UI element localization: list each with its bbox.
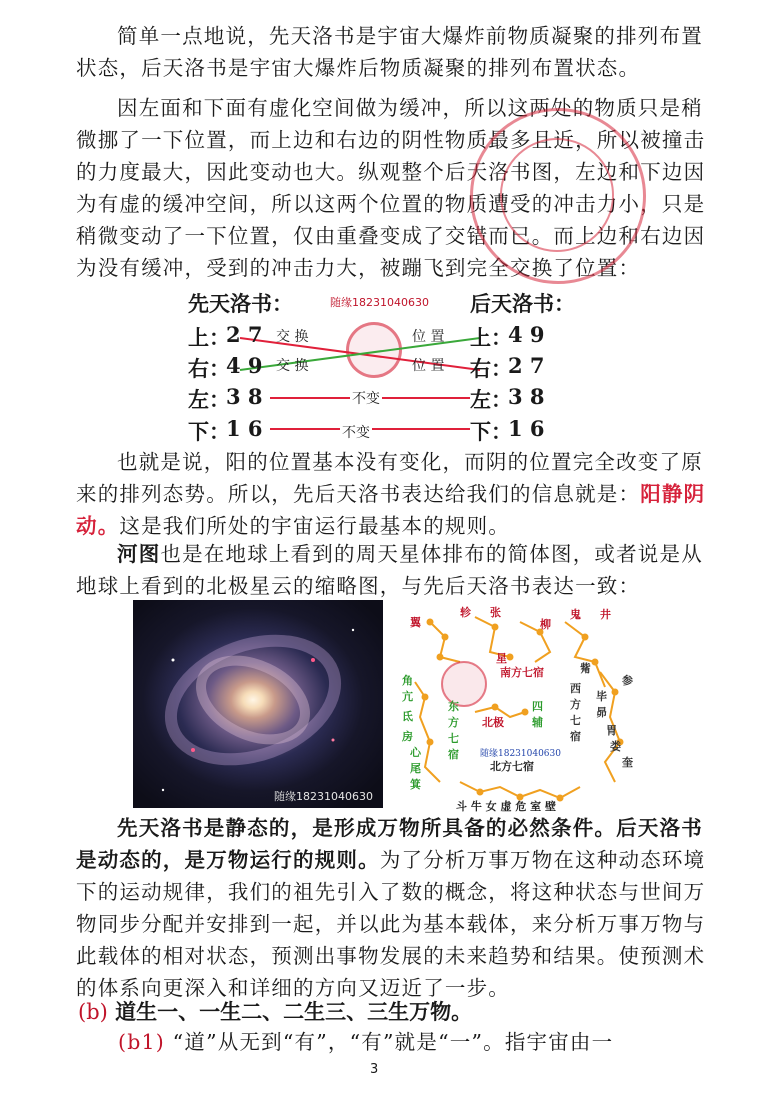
mansion-label: 毕 [596,690,607,703]
row-mid: 不变 [350,388,382,408]
south-label: 南方七宿 [500,666,544,679]
row-dir-right: 下： [470,419,512,444]
mansion-label: 心 [410,746,421,759]
row-right-value: 4 9 [508,322,545,347]
mansion-label: 井 [600,608,611,621]
west-label: 西方七宿 [570,682,581,743]
image-watermark: 随缘18231040630 [274,790,373,803]
text-line: 为没有缓冲，受到的冲击力大，被蹦飞到完全交换了位置： [76,256,641,280]
mansion-label: 柳 [540,618,551,631]
row-dir-right: 上： [470,325,512,350]
text-line [76,478,706,510]
text-line: 下的运动规律，我们的祖先引入了数的概念，将这种状态与世间万 [76,880,706,904]
row-dir: 左： [188,387,230,412]
section-heading-text: 道生一、一生二、二生三、三生万物。 [107,999,473,1024]
row-mid: 不变 [340,422,372,442]
text-line-bold: 先天洛书是静态的，是形成万物所具备的必然条件。后天洛书 [117,816,703,840]
east-label: 东方七宿 [448,700,459,761]
text-line: 也就是说，阳的位置基本没有变化，而阴的位置完全改变了原 [117,450,703,474]
mansion-label: 房 [402,730,413,743]
subsection-tag: (b1) [118,1030,165,1054]
text-line: 的力度最大，因此变动也大。纵观整个后天洛书图，左边和下边因 [76,160,706,184]
bold-term: 河图 [117,542,161,566]
text-line [76,844,706,876]
subsection-line [118,1026,682,1058]
row-mid-left: 交 换 [276,329,309,345]
paragraph-3 [76,446,706,542]
mansion-label: 星 [496,652,507,665]
north-pole-label: 北极 [482,716,504,729]
mansion-label: 轸 [460,606,471,619]
four-pillars-label: 四辅 [532,700,543,729]
highlight-text: 阳静阴 [640,482,706,506]
row-dir: 上： [188,325,230,350]
row-left-value: 4 9 [226,353,263,378]
highlight-text: 动。 [76,514,120,538]
text-line: 因左面和下面有虚化空间做为缓冲，所以这两处的物质只是稍 [117,96,703,120]
text-line [118,1026,682,1058]
row-dir: 右： [188,356,230,381]
text-run: 为了分析万事万物在这种动态环境 [379,848,706,872]
row-dir-right: 右： [470,356,512,381]
text-line: 此载体的相对状态，预测出事物发展的未来趋势和结果。使预测术 [76,944,706,968]
mansion-label: 角 [402,674,413,687]
text-run: 也是在地球上看到的周天星体排布的简体图，或者说是从 [160,542,703,566]
mansion-label: 觜 [580,662,591,675]
mansion-label: 昴 [596,706,607,719]
row-left-value: 2 7 [226,322,263,347]
text-line: 微挪了一下位置，而上边和右边的阴性物质最多且近，所以被撞击 [76,128,706,152]
north-label: 北方七宿 [490,760,534,773]
row-mid-left: 交 换 [276,358,309,374]
text-run: “道”从无到“有”，“有”就是“一”。指宇宙由一 [164,1030,614,1054]
watermark-text: 随缘18231040630 [330,296,429,309]
houtian-title: 后天洛书： [470,291,575,316]
mansion-label: 鬼 [570,608,581,621]
galaxy-image [133,600,383,808]
mansion-label: 箕 [410,778,421,791]
section-tag: (b) [78,1000,108,1024]
text-line: 的体系向更深入和详细的方向又迈近了一步。 [76,976,510,1000]
exchange-lines [0,0,772,460]
starmap-watermark: 随缘18231040630 [480,749,561,759]
row-left-value: 3 8 [226,384,263,409]
galaxy-arms [133,600,383,808]
row-dir: 下： [188,419,230,444]
row-right-value: 2 7 [508,353,545,378]
star-map-diagram [400,602,640,814]
text-line: 稍微变动了一下位置，仅由重叠变成了交错而已。而上边和右边因 [76,224,706,248]
paragraph-4 [76,538,703,602]
text-run: 来的排列态势。所以，先后天洛书表达给我们的信息就是： [76,482,641,506]
row-left-value: 1 6 [226,416,263,441]
page-number: 3 [370,1062,379,1077]
section-heading [78,996,472,1026]
paragraph-5 [76,812,706,1004]
text-run: 这是我们所处的宇宙运行最基本的规则。 [119,514,511,538]
row-mid-right: 位 置 [412,329,445,345]
text-line: 物同步分配并安排到一起，并以此为基本载体，来分析万事万物与 [76,912,706,936]
mansion-label: 氐 [402,710,413,723]
mansion-label: 胃 [606,724,617,737]
mansion-label: 参 [622,674,633,687]
xiantian-title: 先天洛书： [188,291,293,316]
mansion-label: 张 [490,606,501,619]
mansion-label: 亢 [402,690,413,703]
bold-run: 是动态的，是万物运行的规则。 [76,848,380,872]
text-line: 状态，后天洛书是宇宙大爆炸后物质凝聚的排列布置状态。 [76,56,641,80]
row-right-value: 3 8 [508,384,545,409]
text-line: 简单一点地说，先天洛书是宇宙大爆炸前物质凝聚的排列布置 [117,24,703,48]
mansion-label: 奎 [622,756,633,769]
mansion-label: 翼 [410,616,421,629]
row-right-value: 1 6 [508,416,545,441]
bottom-mansions: 斗 牛 女 虚 危 室 壁 [456,800,556,813]
text-line: 为有虚的缓冲空间，所以这两个位置的物质遭受的冲击力小，只是 [76,192,706,216]
text-line [76,538,703,570]
mansion-label: 娄 [610,740,621,753]
row-mid-right: 位 置 [412,358,445,374]
row-dir-right: 左： [470,387,512,412]
text-line: 地球上看到的北极星云的缩略图，与先后天洛书表达一致： [76,574,641,598]
mansion-label: 尾 [410,762,421,775]
